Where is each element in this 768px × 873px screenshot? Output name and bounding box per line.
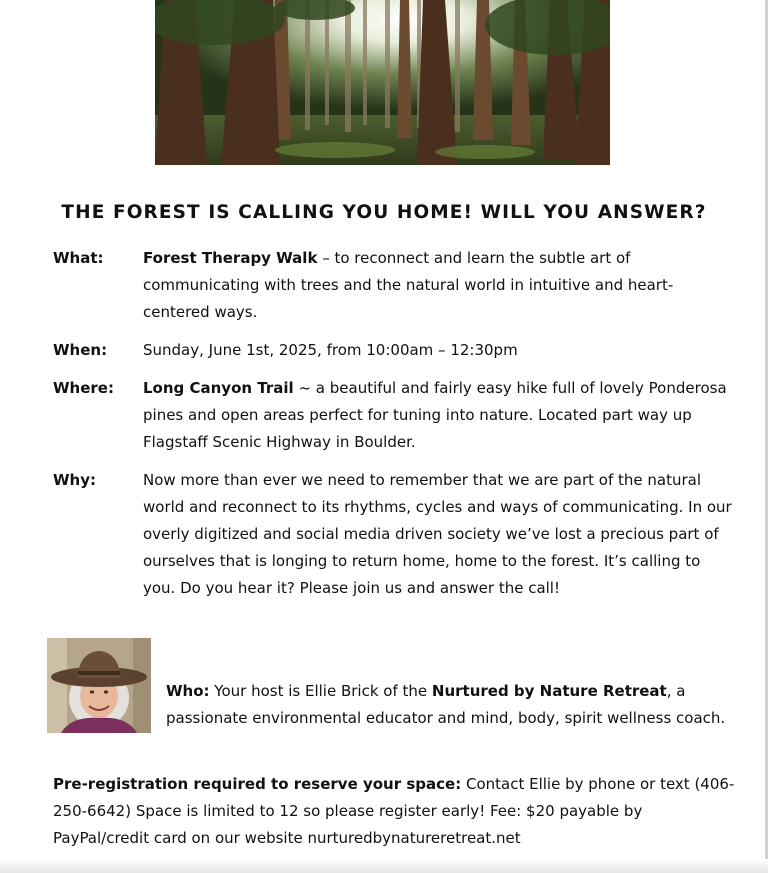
where-description: ~ a beautiful and fairly easy hike full of lovely Ponderosa pines and open areas perfect for tuning into nature. Located part way up Flagstaff Scenic Highway in Boulder. [143, 379, 727, 451]
preregistration-heading: Pre-registration required to reserve your space: [53, 775, 462, 793]
headline: THE FOREST IS CALLING YOU HOME! WILL YOU ANSWER? [61, 202, 707, 223]
when-label: When: [53, 341, 108, 359]
what-title: Forest Therapy Walk [143, 249, 318, 267]
what-text [143, 245, 733, 326]
preregistration-text [53, 771, 743, 852]
who-intro: Your host is Ellie Brick of the [209, 682, 432, 700]
what-description: – to reconnect and learn the subtle art of communicating with trees and the natural world in intuitive and heart-centered ways. [143, 249, 674, 321]
forest-photo [155, 0, 610, 165]
why-text: Now more than ever we need to remember that we are part of the natural world and reconnect to its rhythms, cycles and ways of communicating. In our overly digitized and social media driven society we’ve lost a precious part of ourselves that is longing to return home, home to the forest. It’s calling to you. Do you hear it? Please join us and answer the call! [143, 471, 732, 597]
page-bottom-shadow [0, 859, 768, 873]
why-label: Why: [53, 471, 97, 489]
preregistration-details: Contact Ellie by phone or text (406-250-6642) Space is limited to 12 so please register early! Fee: $20 payable by PayPal/credit card on our website nurturedbynatureretreat.net [53, 775, 735, 847]
retreat-name: Nurtured by Nature Retreat [431, 682, 667, 700]
where-text [143, 375, 733, 456]
when-text: Sunday, June 1st, 2025, from 10:00am – 12:30pm [143, 341, 518, 359]
host-portrait [47, 638, 151, 733]
what-label: What: [53, 249, 104, 267]
who-label: Who: [166, 682, 210, 700]
who-text [166, 678, 726, 732]
where-label: Where: [53, 379, 114, 397]
where-title: Long Canyon Trail [143, 379, 294, 397]
who-description: , a passionate environmental educator and mind, body, spirit wellness coach. [166, 682, 726, 727]
